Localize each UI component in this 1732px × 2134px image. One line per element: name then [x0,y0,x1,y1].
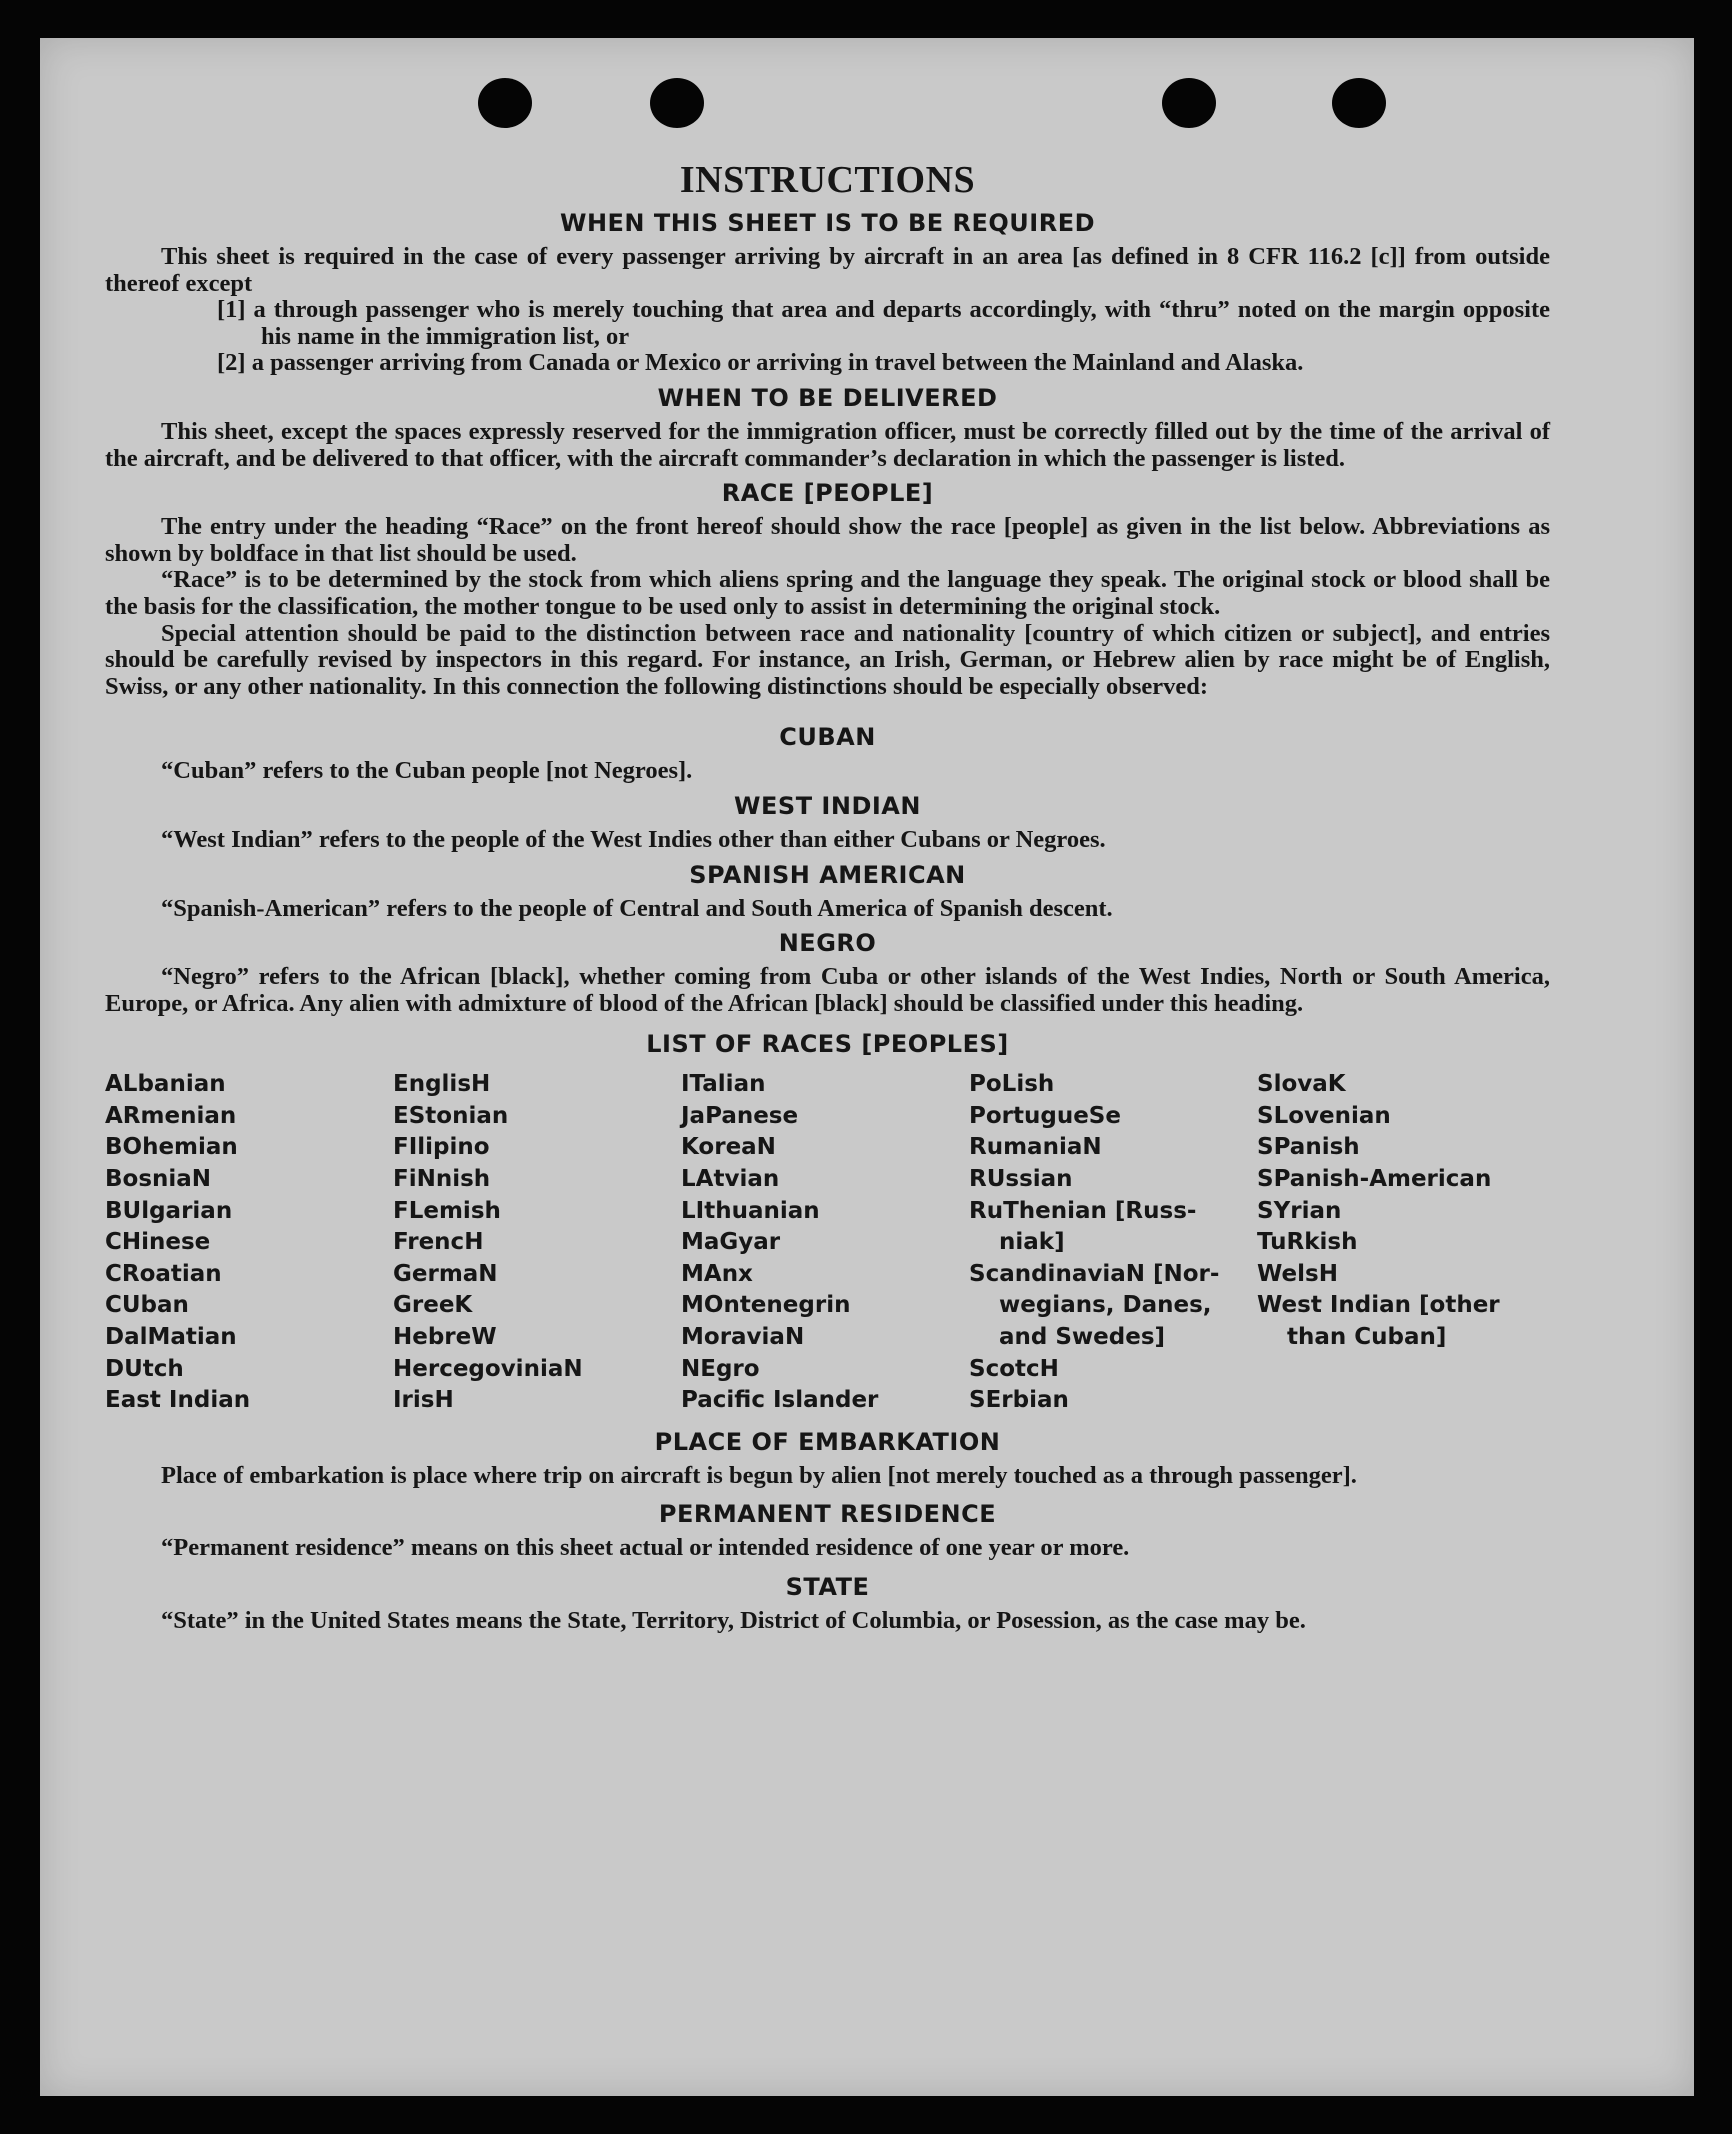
race-item: WelsH [1257,1260,1338,1287]
race-item: GermaN [393,1260,498,1287]
race-item: FIlipino [393,1134,490,1161]
race-item: BosniaN [105,1166,212,1193]
race-item: CUban [105,1292,189,1319]
race-item: MaGyar [681,1229,781,1256]
race-item: SlovaK [1257,1071,1346,1098]
race-item: SPanish [1257,1134,1360,1161]
race-item: East Indian [105,1387,251,1414]
paragraph: The entry under the heading “Race” on the front hereof should show the race [people] as given in the list below. Abbreviations as shown by boldface in that list should be used. [105,513,1550,567]
race-item-continued: wegians, Danes, [999,1292,1212,1319]
race-item: HebreW [393,1324,497,1351]
race-item: TuRkish [1257,1229,1358,1256]
race-item-continued: than Cuban] [1287,1324,1447,1351]
race-item: IrisH [393,1387,454,1414]
race-item: LAtvian [681,1166,780,1193]
race-item: FiNnish [393,1166,491,1193]
heading-embarkation: PLACE OF EMBARKATION [654,1427,1001,1456]
heading-list-of-races: LIST OF RACES [PEOPLES] [646,1030,1009,1059]
race-item: FLemish [393,1197,501,1224]
exception-item: [1] a through passenger who is merely touching that area and departs accordingly, with “thru” noted on the margin opposite his name in the immigration list, or [217,296,1550,350]
paragraph: “West Indian” refers to the people of the West Indies other than either Cubans or Negroes. [161,825,1106,853]
race-item: ALbanian [105,1071,226,1098]
page-title: INSTRUCTIONS [679,159,976,201]
heading-when-required: WHEN THIS SHEET IS TO BE REQUIRED [559,209,1096,237]
paragraph: “Race” is to be determined by the stock from which aliens spring and the language they speak. The original stock or blood shall be the basis for the classification, the mother tongue to be used only to assist in determining the original stock. [105,566,1550,620]
heading-when-delivered: WHEN TO BE DELIVERED [657,383,998,412]
race-item: RUssian [969,1166,1073,1193]
paragraph: This sheet is required in the case of every passenger arriving by aircraft in an area [as defined in 8 CFR 116.2 [c]] from outside thereof except [105,243,1550,297]
race-item: RuThenian [Russ- [969,1197,1197,1224]
race-item: ScotcH [969,1355,1059,1382]
heading-spanish-american: SPANISH AMERICAN [689,860,966,889]
heading-west-indian: WEST INDIAN [734,791,921,820]
race-item: BOhemian [105,1134,238,1161]
paragraph: Special attention should be paid to the distinction between race and nationality [country of which citizen or subject], and entries should be carefully revised by inspectors in this regard. For instance, an Irish, German, or Hebrew alien by race might be of English, Swiss, or any other nationality. In this connection the following distinctions should be especially observed: [105,619,1550,700]
paragraph: This sheet, except the spaces expressly reserved for the immigration officer, must be correctly filled out by the time of the arrival of the aircraft, and be delivered to that officer, with the aircraft commander’s declaration in which the passenger is listed. [105,417,1550,472]
race-item: MoraviaN [681,1324,805,1351]
race-item: West Indian [other [1257,1292,1500,1319]
races-column [393,1069,681,1417]
race-item: SYrian [1257,1197,1342,1224]
race-item: CHinese [105,1229,211,1256]
race-item: ITalian [681,1071,766,1098]
race-item: SPanish-American [1257,1166,1492,1193]
punch-hole [650,78,704,128]
punch-hole [478,78,532,128]
paragraph: Place of embarkation is place where trip on aircraft is begun by alien [not merely touched as a through passenger]. [161,1461,1357,1489]
race-item: DUtch [105,1355,184,1382]
race-item: MOntenegrin [681,1292,851,1319]
race-item: SErbian [969,1387,1069,1414]
punch-hole [1162,78,1216,128]
race-item-continued: and Swedes] [999,1324,1166,1351]
heading-permanent-residence: PERMANENT RESIDENCE [658,1500,997,1529]
races-column [105,1069,393,1417]
race-item: NEgro [681,1355,760,1382]
race-item: SLovenian [1257,1102,1391,1129]
exception-item: [2] a passenger arriving from Canada or Mexico or arriving in travel between the Mainland and Alaska. [217,349,1304,377]
instructions-body [105,150,1550,1635]
race-item: JaPanese [681,1102,799,1129]
heading-state: STATE [785,1573,870,1601]
race-item: CRoatian [105,1260,222,1287]
race-item: HercegoviniaN [393,1355,583,1382]
race-item: GreeK [393,1292,473,1319]
heading-race: RACE [PEOPLE] [721,479,934,508]
races-list [105,1069,1550,1417]
race-item: Pacific Islander [681,1387,879,1414]
race-item: PortugueSe [969,1102,1121,1129]
heading-negro: NEGRO [778,929,877,958]
paragraph: “Spanish-American” refers to the people of Central and South America of Spanish descent. [161,894,1113,922]
paragraph: “State” in the United States means the State, Territory, District of Columbia, or Posession, as the case may be. [161,1607,1306,1634]
paragraph: “Negro” refers to the African [black], whether coming from Cuba or other islands of the West Indies, North or South America, Europe, or Africa. Any alien with admixture of blood of the African [black] should be classified under this heading. [105,963,1550,1017]
paragraph: “Cuban” refers to the Cuban people [not Negroes]. [161,757,693,785]
race-item: ScandinaviaN [Nor- [969,1260,1220,1287]
race-item: LIthuanian [681,1197,820,1224]
race-item: ARmenian [105,1102,237,1129]
race-item: RumaniaN [969,1134,1102,1161]
race-item: KoreaN [681,1134,776,1161]
races-column [681,1069,969,1417]
race-item-continued: niak] [999,1229,1065,1256]
races-column [1257,1069,1545,1417]
heading-cuban: CUBAN [779,723,876,752]
race-item: EStonian [393,1102,509,1129]
race-item: MAnx [681,1260,753,1287]
punch-hole [1332,78,1386,128]
race-item: EnglisH [393,1071,491,1098]
race-item: FrencH [393,1229,484,1256]
race-item: DalMatian [105,1324,237,1351]
race-item: PoLish [969,1071,1055,1098]
race-item: BUlgarian [105,1197,233,1224]
races-column [969,1069,1257,1417]
paragraph: “Permanent residence” means on this sheet actual or intended residence of one year or more. [161,1534,1130,1562]
